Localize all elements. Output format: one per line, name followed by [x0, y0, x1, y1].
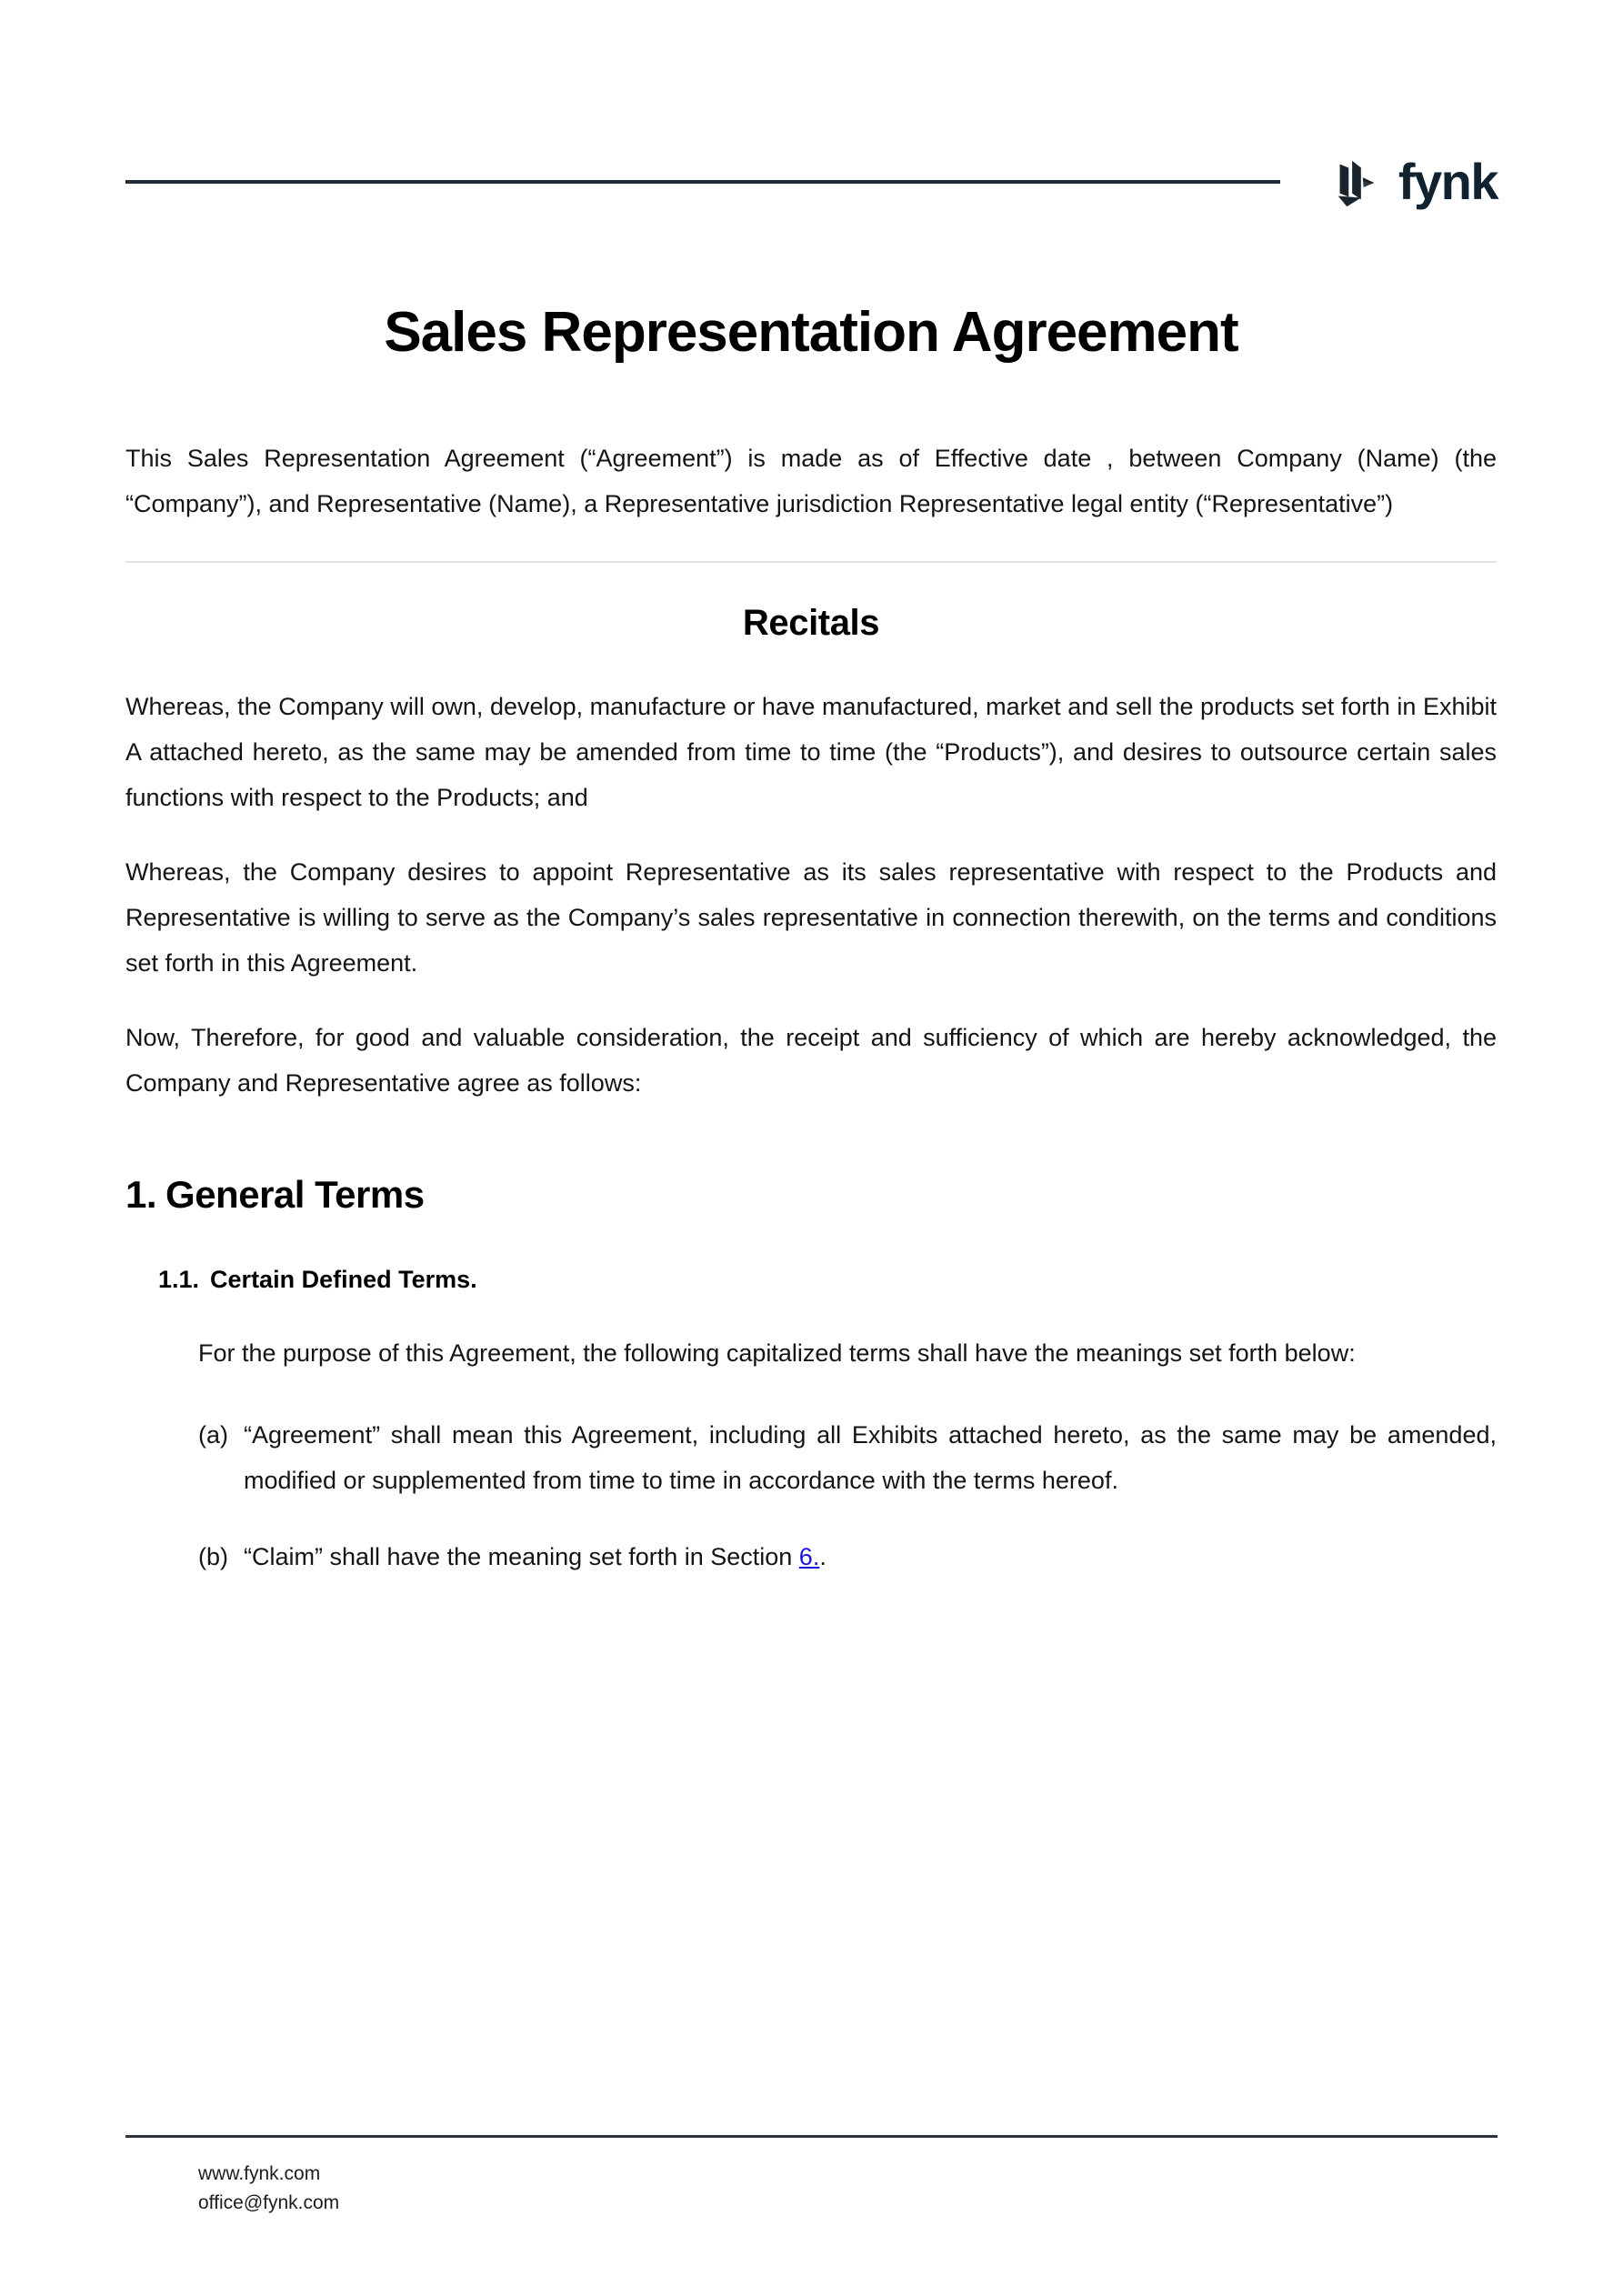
- fynk-bird-logo-icon: [1327, 154, 1384, 210]
- section-1-1-body: [125, 1330, 1497, 1376]
- section-1-1-title: Certain Defined Terms.: [210, 1266, 477, 1294]
- footer-contact-info: [125, 2160, 1498, 2218]
- preamble-paragraph: This Sales Representation Agreement (“Agreement”) is made as of Effective date , between Company (Name) (the “Company”), and Representative (Name), a Representative jurisdiction Representative legal entity (“Representative”): [125, 445, 1497, 518]
- section-1-1-intro: For the purpose of this Agreement, the following capitalized terms shall have the meanings set forth below:: [198, 1339, 1356, 1368]
- list-item: [198, 1534, 1497, 1579]
- section-1-1-heading: [125, 1266, 1497, 1294]
- definition-text-a: “Agreement” shall mean this Agreement, including all Exhibits attached hereto, as the same may be amended, modified or supplemented from time to time in accordance with the terms hereof.: [244, 1421, 1497, 1495]
- section-1-title: General Terms: [165, 1173, 425, 1217]
- definition-marker-a: (a): [198, 1421, 228, 1449]
- recital-paragraph-3: Now, Therefore, for good and valuable consideration, the receipt and sufficiency of which are hereby acknowledged, the Company and Representative agree as follows:: [125, 1024, 1497, 1098]
- brand-wordmark: fynk: [1398, 153, 1498, 210]
- list-item: [198, 1412, 1497, 1503]
- page-header: [125, 136, 1498, 227]
- section-1-number: 1.: [125, 1173, 157, 1217]
- definition-marker-b: (b): [198, 1543, 228, 1571]
- definitions-list: [125, 1412, 1497, 1579]
- footer-email: office@fynk.com: [198, 2192, 340, 2213]
- section-6-reference-link[interactable]: 6.: [798, 1543, 820, 1571]
- page-title: Sales Representation Agreement: [384, 301, 1238, 364]
- preamble-divider: [125, 561, 1497, 563]
- footer-website: www.fynk.com: [198, 2163, 321, 2184]
- definition-text-b: [244, 1534, 1497, 1579]
- recitals-heading: Recitals: [742, 603, 880, 644]
- page-footer: [125, 2135, 1498, 2218]
- section-1-heading: [125, 1173, 1497, 1217]
- recital-paragraph-1: Whereas, the Company will own, develop, manufacture or have manufactured, market and sell the products set forth in Exhibit A attached hereto, as the same may be amended from time to time (the “Products”), and desires to outsource certain sales functions with respect to the Products; and: [125, 693, 1497, 812]
- definition-text-b-after: .: [819, 1543, 827, 1571]
- section-1-1-number: 1.1.: [158, 1266, 200, 1294]
- document-body: [125, 300, 1497, 1610]
- definition-text-b-before: “Claim” shall have the meaning set forth in Section: [244, 1543, 799, 1571]
- footer-divider-rule: [125, 2135, 1498, 2138]
- header-divider-rule: [125, 180, 1280, 184]
- brand-logo: [1327, 154, 1498, 210]
- recital-paragraph-2: Whereas, the Company desires to appoint Representative as its sales representative with respect to the Products and Representative is willing to serve as the Company’s sales representative in connection therewith, on the terms and conditions set forth in this Agreement.: [125, 858, 1497, 978]
